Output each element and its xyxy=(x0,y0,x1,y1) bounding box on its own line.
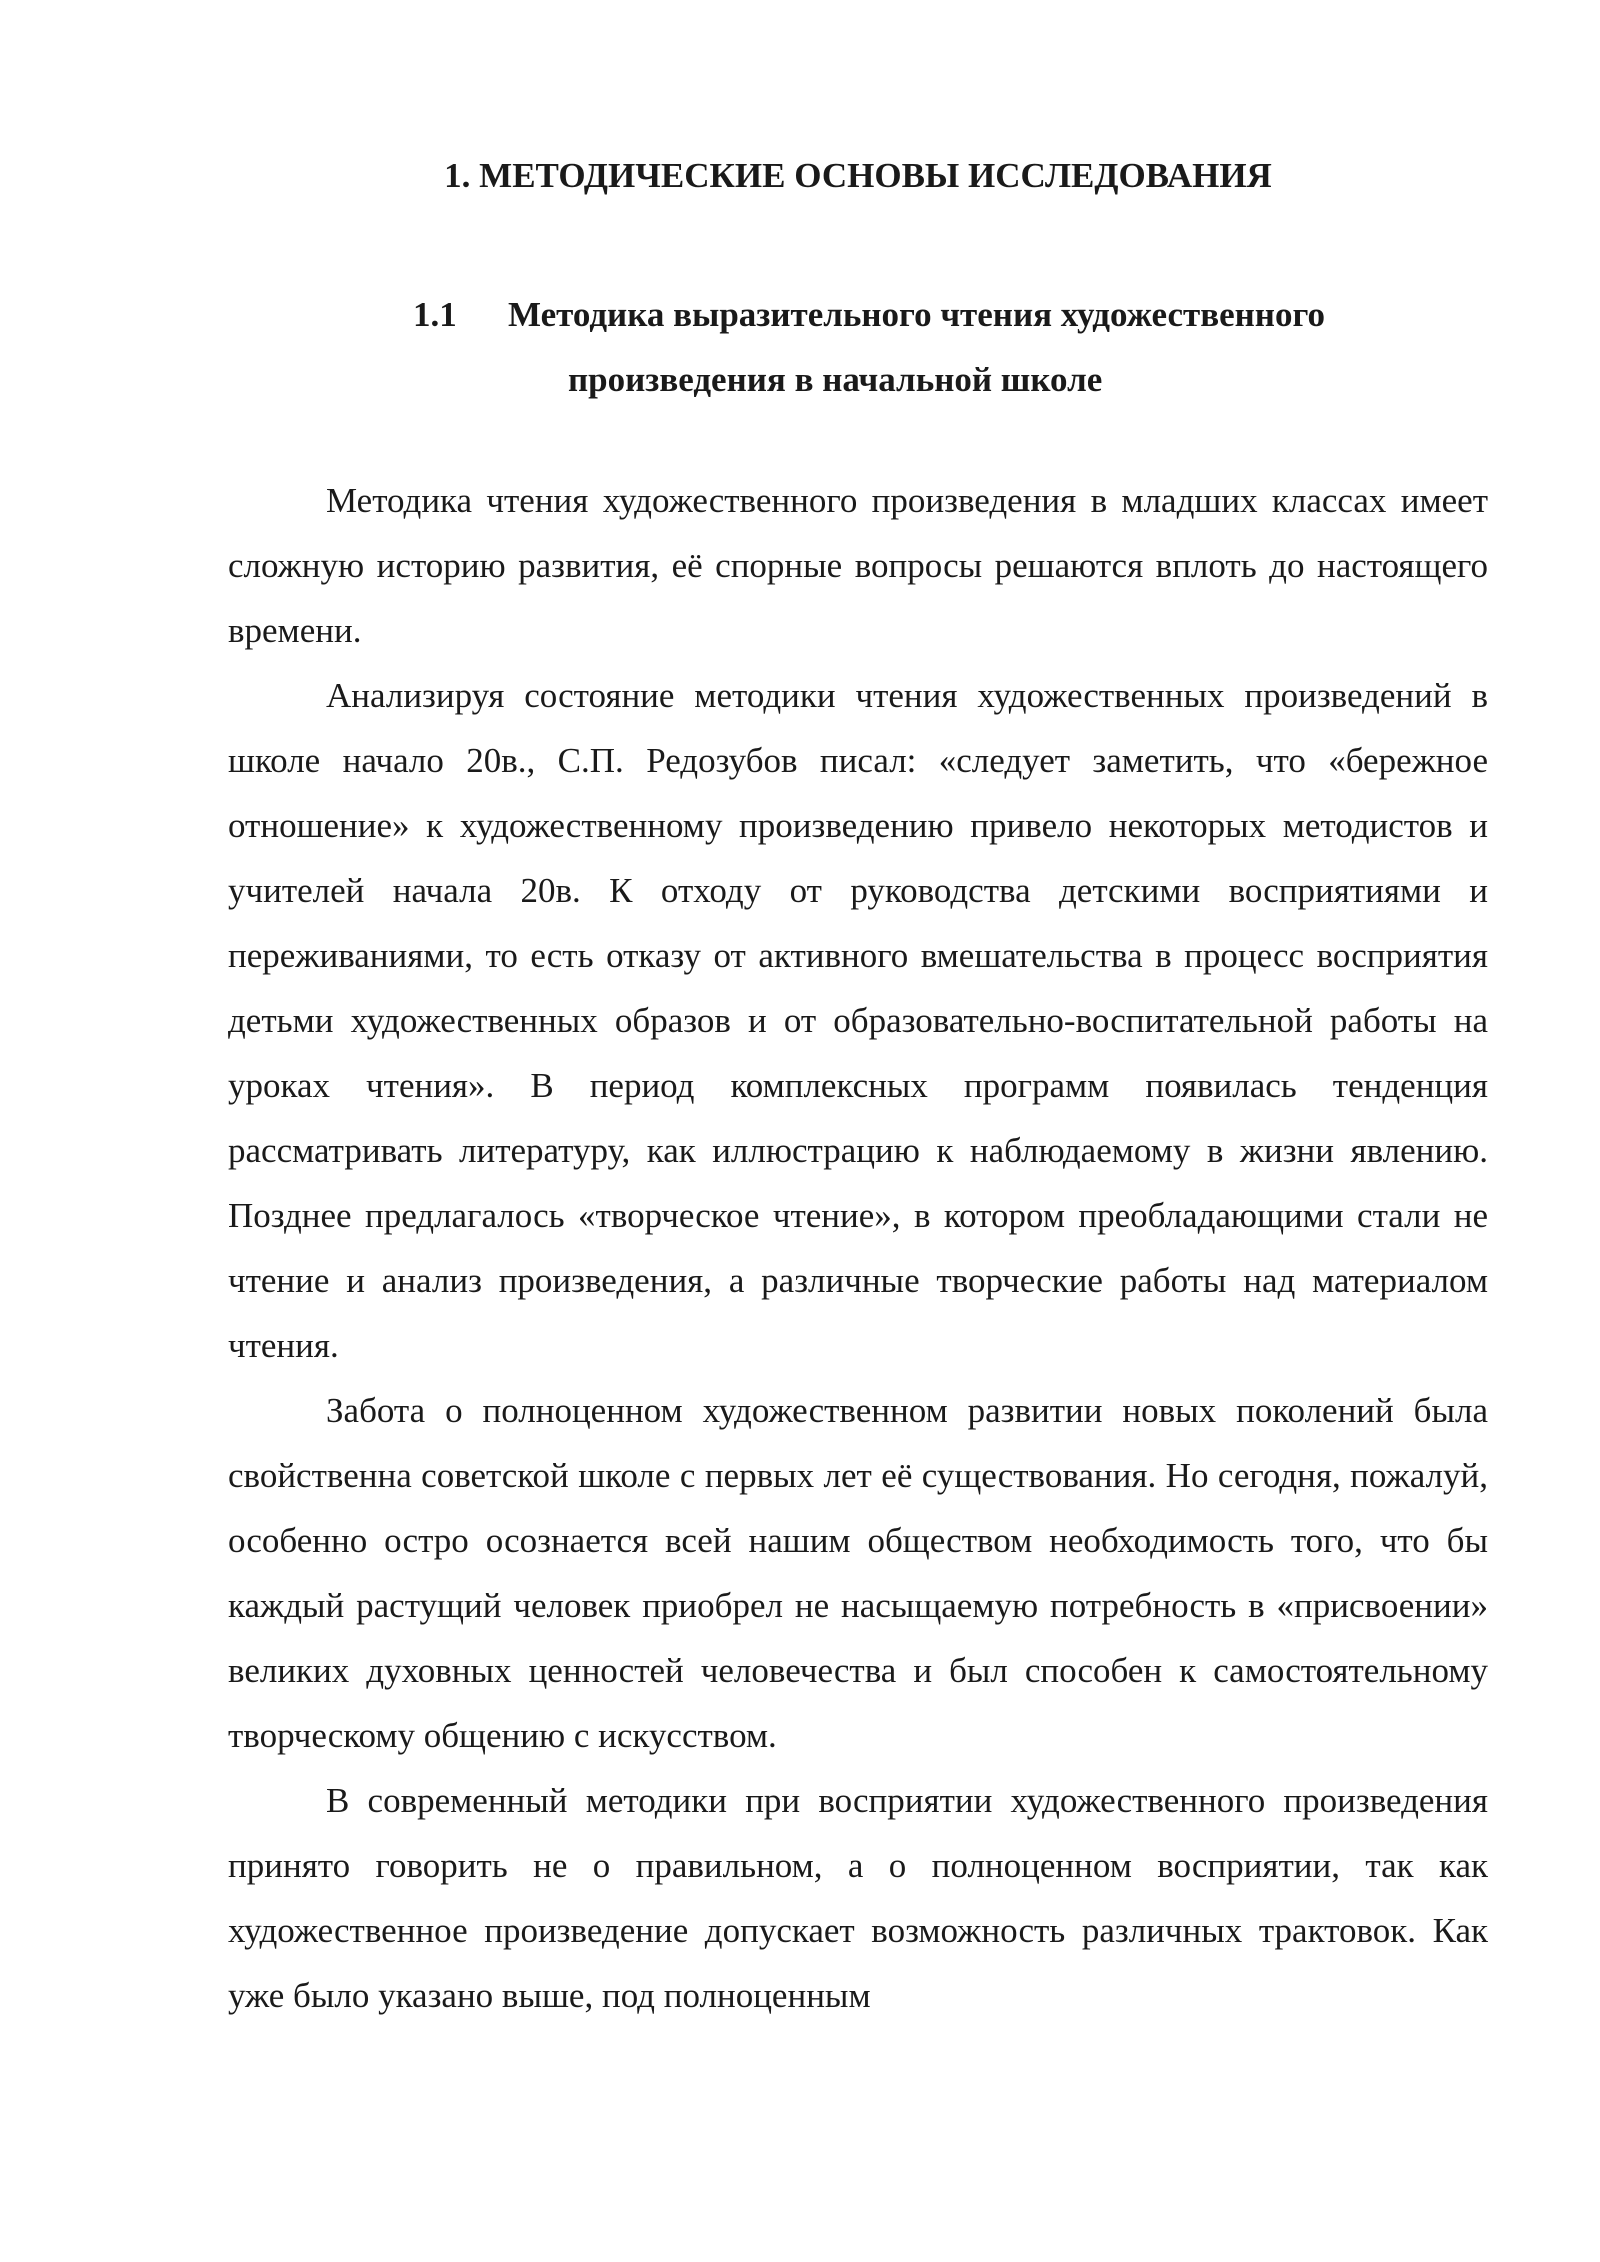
section-number: 1.1 xyxy=(413,295,457,334)
section-title-line-2: произведения в начальной школе xyxy=(568,360,1103,399)
section-heading xyxy=(228,282,1488,412)
paragraph-4: В современный методики при восприятии художественного произведения принято говорить не о правильном, а о полноценном восприятии, так как художественное произведение допускает возможность различных трактовок. Как уже было указано выше, под полноценным xyxy=(228,1781,1488,2015)
chapter-title: 1. МЕТОДИЧЕСКИЕ ОСНОВЫ ИССЛЕДОВАНИЯ xyxy=(444,156,1272,195)
section-title-line-1: Методика выразительного чтения художественного xyxy=(508,295,1325,334)
paragraph-1: Методика чтения художественного произведения в младших классах имеет сложную историю развития, её спорные вопросы решаются вплоть до настоящего времени. xyxy=(228,481,1488,650)
section-heading-line-1 xyxy=(228,282,1488,347)
paragraph-3: Забота о полноценном художественном развитии новых поколений была свойственна советской школе с первых лет её существования. Но сегодня, пожалуй, особенно остро осознается всей нашим обществом необходимость того, что бы каждый растущий человек приобрел не насыщаемую потребность в «присвоении» великих духовных ценностей человечества и был способен к самостоятельному творческому общению с искусством. xyxy=(228,1391,1488,1755)
paragraph-2: Анализируя состояние методики чтения художественных произведений в школе начало 20в., С.П. Редозубов писал: «следует заметить, что «бережное отношение» к художественному произведению привело некоторых методистов и учителей начала 20в. К отходу от руководства детскими восприятиями и переживаниями, то есть отказу от активного вмешательства в процесс восприятия детьми художественных образов и от образовательно-воспитательной работы на уроках чтения». В период комплексных программ появилась тенденция рассматривать литературу, как иллюстрацию к наблюдаемому в жизни явлению. Позднее предлагалось «творческое чтение», в котором преобладающими стали не чтение и анализ произведения, а различные творческие работы над материалом чтения. xyxy=(228,676,1488,1365)
body-text xyxy=(228,468,1488,2028)
